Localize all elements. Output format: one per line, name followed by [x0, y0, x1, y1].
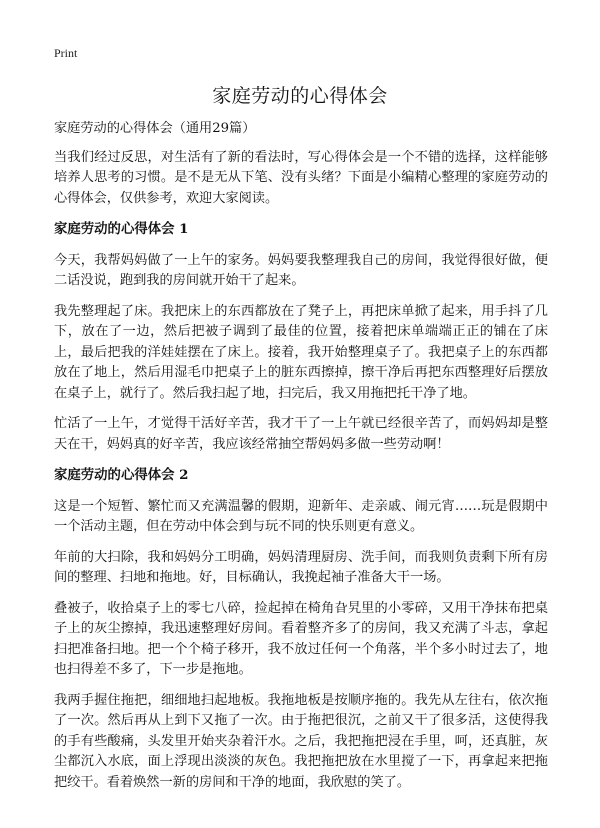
section-1 [54, 219, 548, 455]
paragraph: 年前的大扫除，我和妈妈分工明确，妈妈清理厨房、洗手间，而我则负责剩下所有房间的整理、扫地和拖地。好，目标确认，我挽起袖子准备大干一场。 [54, 549, 548, 585]
document-body [54, 119, 548, 803]
section-heading: 家庭劳动的心得体会 1 [54, 221, 189, 237]
paragraph: 我先整理起了床。我把床上的东西都放在了凳子上，再把床单掀了起来，用手抖了几下，放在了一边，然后把被子调到了最佳的位置，接着把床单端端正正的铺在了床上，最后把我的洋娃娃摆在了床上。接着，我开始整理桌子了。我把桌子上的东西都放在了地上，然后用湿毛巾把桌子上的脏东西擦掉，擦干净后再把东西整理好后摆放在桌子上，就行了。然后我扫起了地，扫完后，我又用拖把托干净了地。 [54, 303, 548, 401]
document-subtitle: 家庭劳动的心得体会（通用29篇） [54, 121, 256, 136]
section-2 [54, 465, 548, 793]
section-heading: 家庭劳动的心得体会 2 [54, 467, 189, 483]
page-title: 家庭劳动的心得体会 [212, 85, 388, 107]
paragraph: 忙活了一上午，才觉得干活好辛苦，我才干了一上午就已经很辛苦了，而妈妈却是整天在干，妈妈真的好辛苦，我应该经常抽空帮妈妈多做一些劳动啊！ [54, 416, 548, 452]
paragraph: 今天，我帮妈妈做了一上午的家务。妈妈要我整理我自己的房间，我觉得很好做，便二话没说，跑到我的房间就开始干了起来。 [54, 252, 548, 288]
print-link[interactable]: Print [54, 46, 78, 60]
paragraph: 我两手握住拖把，细细地扫起地板。我拖地板是按顺序拖的。我先从左往右，依次拖了一次。然后再从上到下又拖了一次。由于拖把很沉，之前又干了很多活，这使得我的手有些酸痛，头发里开始夹杂着汗水。之后，我把拖把浸在手里，呵，还真脏，灰尘都沉入水底，面上浮现出淡淡的灰色。我把拖把放在水里搅了一下，再拿起来把拖把绞干。看着焕然一新的房间和干净的地面，我欣慰的笑了。 [54, 692, 548, 790]
paragraph: 叠被子，收拾桌子上的零七八碎，捡起掉在椅角旮旯里的小零碎，又用干净抹布把桌子上的灰尘擦掉，我迅速整理好房间。看着整齐多了的房间，我又充满了斗志，拿起扫把准备扫地。把一个个椅子移开，我不放过任何一个角落，半个多小时过去了，地也扫得差不多了，下一步是拖地。 [54, 600, 548, 677]
paragraph: 这是一个短暂、繁忙而又充满温馨的假期，迎新年、走亲戚、闹元宵……玩是假期中一个活动主题，但在劳动中体会到与玩不同的快乐则更有意义。 [54, 498, 548, 534]
intro-paragraph: 当我们经过反思，对生活有了新的看法时，写心得体会是一个不错的选择，这样能够培养人思考的习惯。是不是无从下笔、没有头绪？下面是小编精心整理的家庭劳动的心得体会，仅供参考，欢迎大家阅读。 [54, 149, 548, 206]
